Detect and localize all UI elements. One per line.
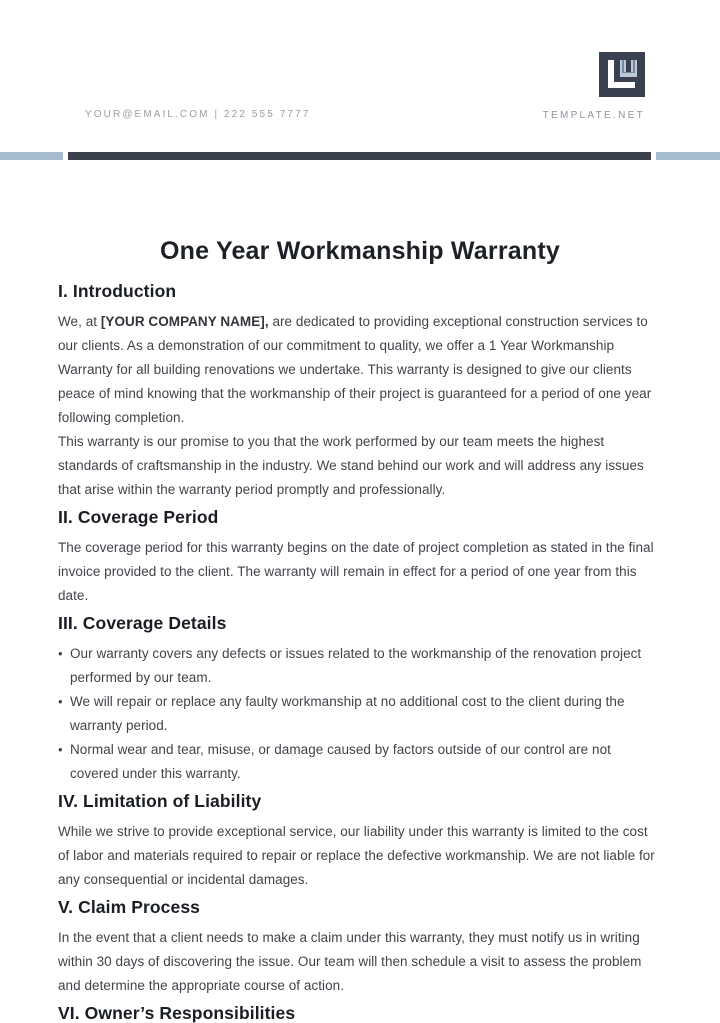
section-heading-coverage-period: II. Coverage Period: [58, 507, 219, 527]
section-coverage-details: [58, 614, 662, 786]
letterhead: [0, 0, 720, 152]
paragraph-claim-process: In the event that a client needs to make a claim under this warranty, they must notify us in writing within 30 days of discovering the issue. Our team will then schedule a visit to assess the problem and determine the appropriate course of action.: [58, 930, 642, 993]
section-heading-coverage-details: III. Coverage Details: [58, 613, 227, 633]
lu-monogram-icon: [599, 52, 645, 97]
text-run: are dedicated to providing exceptional construction services to our clients. As a demonstration of our commitment to quality, we offer a 1 Year Workmanship Warranty for all building renovations we undertake. This warranty is designed to give our clients peace of mind knowing that the workmanship of their project is guaranteed for a period of one year following completion.: [58, 314, 652, 425]
paragraph-intro-1: [58, 310, 662, 430]
section-owner-responsibilities: [58, 1004, 662, 1023]
list-item: • Our warranty covers any defects or issues related to the workmanship of the renovation project performed by our team.: [58, 642, 662, 690]
contact-info: YOUR@EMAIL.COM | 222 555 7777: [85, 109, 311, 120]
divider-rule: [0, 152, 720, 160]
divider-main-bar: [68, 152, 651, 160]
section-coverage-period: [58, 508, 662, 608]
coverage-details-list: [58, 642, 662, 786]
brand-name: TEMPLATE.NET: [542, 110, 645, 121]
section-limitation-of-liability: [58, 792, 662, 892]
paragraph-intro-2: This warranty is our promise to you that the work performed by our team meets the highest standards of craftsmanship in the industry. We stand behind our work and will address any issues that arise within the warranty period promptly and professionally.: [58, 434, 644, 497]
divider-left-accent: [0, 152, 63, 160]
paragraph-limitation: While we strive to provide exceptional service, our liability under this warranty is limited to the cost of labor and materials required to repair or replace the defective workmanship. We are not liable for any consequential or incidental damages.: [58, 824, 655, 887]
section-heading-limitation: IV. Limitation of Liability: [58, 791, 262, 811]
list-item: • We will repair or replace any faulty workmanship at no additional cost to the client during the warranty period.: [58, 690, 662, 738]
section-heading-claim-process: V. Claim Process: [58, 897, 201, 917]
section-heading-introduction: I. Introduction: [58, 281, 177, 301]
divider-right-accent: [656, 152, 720, 160]
list-item: • Normal wear and tear, misuse, or damage caused by factors outside of our control are not covered under this warranty.: [58, 738, 662, 786]
paragraph-coverage-period: The coverage period for this warranty begins on the date of project completion as stated in the final invoice provided to the client. The warranty will remain in effect for a period of one year from this date.: [58, 540, 654, 603]
section-claim-process: [58, 898, 662, 998]
section-heading-owner-responsibilities: VI. Owner’s Responsibilities: [58, 1003, 296, 1023]
document-body: [0, 160, 720, 1023]
text-run: We, at: [58, 314, 101, 329]
document-title: One Year Workmanship Warranty: [160, 237, 560, 265]
section-introduction: [58, 282, 662, 502]
company-name-placeholder: [YOUR COMPANY NAME],: [100, 314, 269, 329]
